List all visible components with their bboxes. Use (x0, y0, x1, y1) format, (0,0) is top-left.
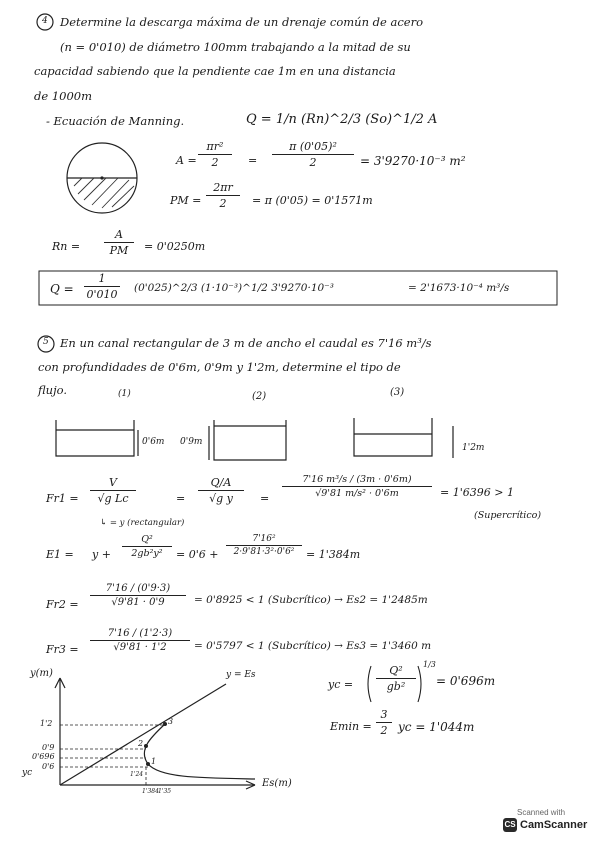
yc-result: = 0'696m (436, 674, 496, 688)
fr1-numerator: V (90, 476, 136, 491)
problem-4-line-1: Determine la descarga máxima de un drenaje común de acero (60, 15, 423, 29)
emin-result: yc = 1'044m (398, 720, 475, 734)
problem-4-line-4: de 1000m (34, 89, 92, 103)
fr1-fraction-2 (198, 476, 244, 505)
emin-numerator: 3 (376, 708, 392, 723)
e1-fraction-2 (226, 534, 302, 557)
graph-point-label-2: 2 (138, 739, 144, 748)
manning-label: - Ecuación de Manning. (46, 114, 185, 128)
emin-denominator: 2 (380, 724, 388, 737)
channel-1-depth: 0'6m (142, 437, 165, 447)
graph-point-2 (144, 744, 148, 748)
fr2-denominator: √9'81 · 0'9 (111, 597, 165, 608)
pm-fraction (206, 181, 240, 210)
camscanner-logo-icon: CS (503, 818, 517, 832)
e1-numerator-2: 7'16² (226, 534, 302, 546)
fr1-equals-1: = (176, 492, 186, 505)
fr3-fraction (90, 628, 190, 653)
area-denominator: 2 (211, 156, 219, 169)
area-denominator-2: 2 (309, 156, 317, 169)
fr1-note: ↳ = y (rectangular) (100, 518, 185, 528)
problem-5-line-3: flujo. (38, 383, 68, 397)
graph-tick-06: 0'6 (42, 762, 55, 771)
yc-denominator: gb² (386, 680, 406, 693)
fr1-denominator: √g Lc (97, 492, 129, 505)
fr1-lhs: Fr1 = (46, 492, 79, 505)
graph-y-label: y(m) (30, 668, 53, 679)
e1-middle: = 0'6 + (176, 548, 219, 561)
yc-numerator: Q² (376, 664, 416, 679)
manning-equation: Q = 1/n (Rn)^2/3 (So)^1/2 A (246, 112, 438, 127)
fr1-fraction-3 (282, 474, 432, 499)
graph-x-tick-3: 1'35 (158, 788, 172, 795)
area-equals: = (248, 154, 258, 167)
yc-fraction (376, 664, 416, 693)
e1-result: = 1'384m (306, 548, 361, 561)
fr3-lhs: Fr3 = (46, 643, 79, 656)
rn-denominator: PM (109, 244, 129, 257)
graph-tick-09: 0'9 (42, 743, 55, 752)
area-numerator-2: π (0'05)² (272, 140, 354, 155)
graph-x-tick-1: 1'24 (130, 771, 144, 778)
watermark-brand-row (503, 818, 587, 832)
area-numerator: πr² (198, 140, 232, 155)
graph-point-label-1: 1 (151, 757, 157, 766)
problem-4-number: 4 (42, 16, 48, 26)
yc-exponent: 1/3 (423, 660, 436, 669)
q-middle: (0'025)^2/3 (1·10⁻³)^1/2 3'9270·10⁻³ (134, 282, 334, 294)
e1-denominator-2: 2·9'81·3²·0'6² (233, 547, 295, 557)
rn-result: = 0'0250m (144, 240, 206, 253)
rn-numerator: A (104, 228, 134, 243)
rn-lhs: Rn = (52, 240, 81, 253)
problem-5-line-2: con profundidades de 0'6m, 0'9m y 1'2m, determine el tipo de (38, 360, 401, 374)
yc-paren-left (368, 666, 371, 702)
pm-numerator: 2πr (206, 181, 240, 196)
pipe-center (100, 176, 103, 179)
rn-fraction (104, 228, 134, 257)
e1-lhs: E1 = (46, 548, 74, 561)
graph-line-label: y = Es (226, 670, 256, 680)
fr1-denominator-2: √g y (209, 492, 233, 505)
graph-x-label: Es(m) (262, 778, 292, 789)
fr2-numerator: 7'16 / (0'9·3) (90, 583, 186, 596)
fr3-result: = 0'5797 < 1 (Subcrítico) → Es3 = 1'3460 m (194, 640, 432, 652)
q-fraction (84, 272, 120, 301)
specific-energy-graph (55, 678, 255, 789)
problem-5-line-1: En un canal rectangular de 3 m de ancho el caudal es 7'16 m³/s (60, 336, 432, 350)
pipe-hatching (74, 178, 134, 208)
graph-line-y-equals-es (60, 684, 226, 785)
emin-lhs: Emin = (330, 720, 372, 733)
problem-4-line-2: (n = 0'010) de diámetro 100mm trabajando a la mitad de su (60, 40, 411, 54)
fr2-result: = 0'8925 < 1 (Subcrítico) → Es2 = 1'2485m (194, 594, 428, 606)
fr1-numerator-2: Q/A (198, 476, 244, 491)
channel-1-label: (1) (118, 389, 131, 399)
graph-tick-12: 1'2 (40, 719, 53, 728)
graph-yc-mark: yc (22, 768, 33, 778)
problem-5-number: 5 (43, 337, 49, 347)
q-result: = 2'1673·10⁻⁴ m³/s (408, 282, 510, 294)
channel-3-depth: 1'2m (462, 443, 485, 453)
fr2-lhs: Fr2 = (46, 598, 79, 611)
emin-fraction (376, 708, 392, 737)
watermark-scanned-text: Scanned with (517, 808, 566, 817)
graph-x-tick-2: 1'384 (142, 788, 159, 795)
fr1-type: (Supercrítico) (474, 510, 542, 521)
graph-point-1 (146, 762, 150, 766)
q-denominator: 0'010 (86, 288, 118, 301)
graph-point-3 (163, 722, 167, 726)
watermark-brand-name: CamScanner (520, 819, 588, 831)
pm-result: = π (0'05) = 0'1571m (252, 194, 373, 207)
channel-3-sketch (354, 418, 432, 456)
pm-denominator: 2 (219, 197, 227, 210)
fr3-denominator: √9'81 · 1'2 (113, 642, 167, 653)
graph-point-label-3: 3 (168, 717, 174, 726)
channel-2-depth: 0'9m (180, 437, 203, 447)
yc-lhs: yc = (328, 678, 354, 691)
area-result: = 3'9270·10⁻³ m² (360, 154, 466, 168)
problem-4-line-3: capacidad sabiendo que la pendiente cae 1m en una distancia (34, 64, 396, 78)
area-fraction-2 (272, 140, 354, 169)
q-lhs: Q = (50, 282, 74, 296)
e1-y-plus: y + (92, 548, 111, 561)
yc-paren-right (418, 666, 421, 702)
channel-2-label: (2) (252, 391, 267, 402)
fr1-fraction (90, 476, 136, 505)
e1-fraction (122, 534, 172, 559)
e1-denominator: 2gb²y² (131, 548, 163, 559)
camscanner-watermark (503, 808, 587, 832)
fr1-equals-2: = (260, 492, 270, 505)
channel-3-label: (3) (390, 387, 405, 398)
graph-energy-curve (144, 724, 255, 779)
fr2-fraction (90, 583, 186, 608)
pm-lhs: PM = (170, 194, 202, 207)
fr1-denominator-3: √9'81 m/s² · 0'6m (315, 488, 399, 499)
e1-numerator: Q² (122, 534, 172, 547)
fr3-numerator: 7'16 / (1'2·3) (90, 628, 190, 641)
area-lhs: A = (176, 154, 197, 167)
fr1-result: = 1'6396 > 1 (440, 486, 514, 499)
fr1-numerator-3: 7'16 m³/s / (3m · 0'6m) (282, 474, 432, 487)
channel-1-sketch (56, 420, 134, 456)
area-fraction-1 (198, 140, 232, 169)
graph-tick-0696: 0'696 (32, 752, 55, 761)
q-numerator: 1 (84, 272, 120, 287)
